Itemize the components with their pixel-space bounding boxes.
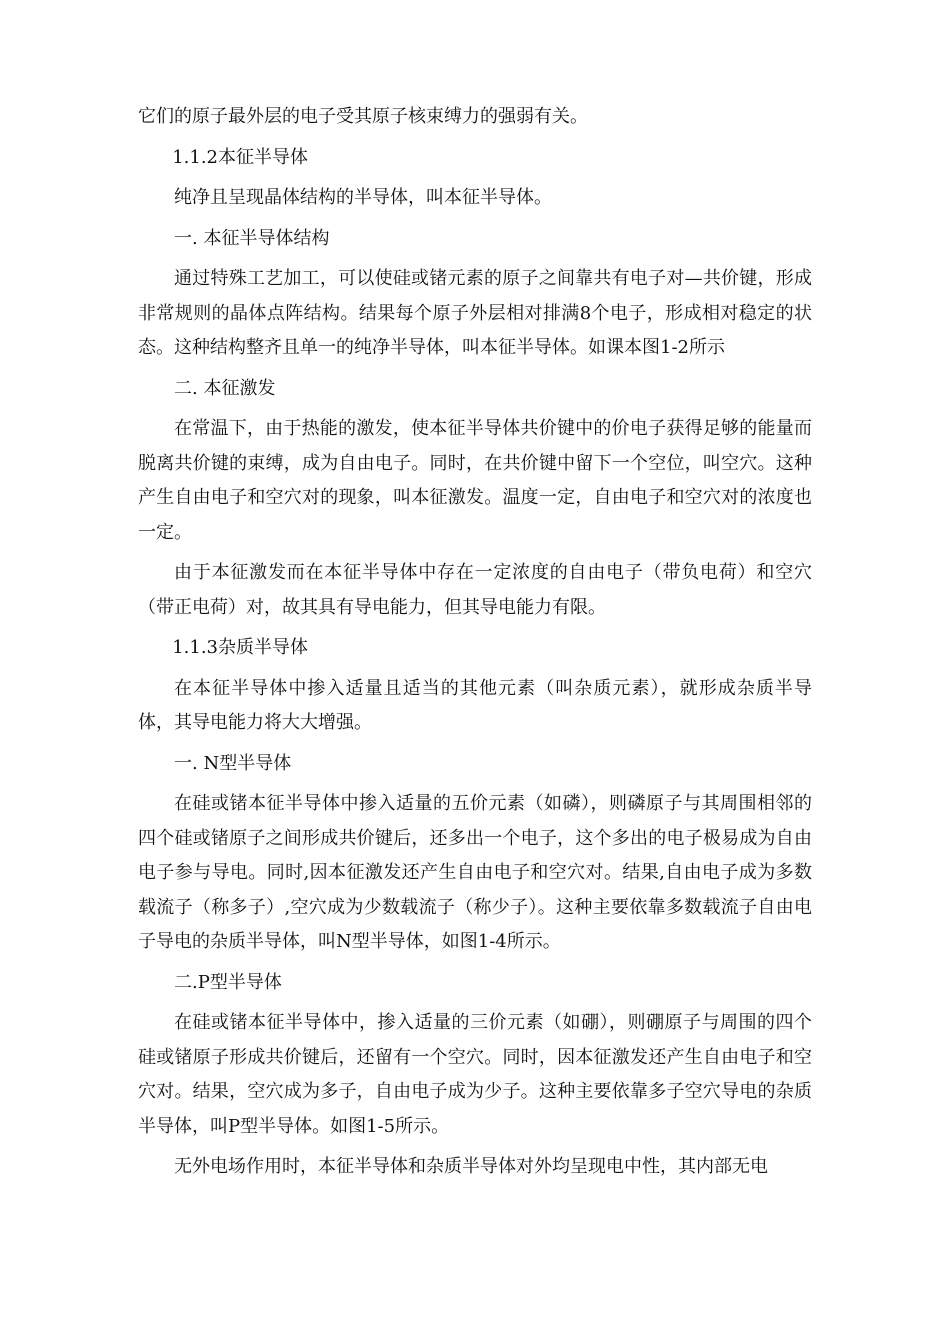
subsection-heading-p-type: 二.P型半导体	[174, 971, 282, 993]
paragraph: 在常温下，由于热能的激发，使本征半导体共价键中的价电子获得足够的能量而脱离共价键的束缚，成为自由电子。同时，在共价键中留下一个空位，叫空穴。这种产生自由电子和空穴对的现象，叫本征激发。温度一定，自由电子和空穴对的浓度也一定。	[138, 418, 812, 543]
paragraph: 纯净且呈现晶体结构的半导体，叫本征半导体。	[174, 187, 552, 208]
section-heading-1-1-3: 1.1.3杂质半导体	[172, 637, 308, 658]
paragraph: 在硅或锗本征半导体中掺入适量的五价元素（如磷），则磷原子与其周围相邻的四个硅或锗原子之间形成共价键后，还多出一个电子，这个多出的电子极易成为自由电子参与导电。同时,因本征激发还产生自由电子和空穴对。结果,自由电子成为多数载流子（称多子）,空穴成为少数载流子（称少子）。这种主要依靠多数载流子自由电子导电的杂质半导体，叫N型半导体，如图1-4所示。	[138, 793, 812, 952]
paragraph-truncated: 无外电场作用时，本征半导体和杂质半导体对外均呈现电中性，其内部无电	[174, 1156, 768, 1177]
document-body	[138, 100, 812, 1191]
paragraph: 由于本征激发而在本征半导体中存在一定浓度的自由电子（带负电荷）和空穴（带正电荷）对，故其具有导电能力，但其导电能力有限。	[138, 562, 812, 618]
paragraph: 在本征半导体中掺入适量且适当的其他元素（叫杂质元素），就形成杂质半导体，其导电能力将大大增强。	[138, 677, 812, 733]
paragraph: 在硅或锗本征半导体中，掺入适量的三价元素（如硼），则硼原子与周围的四个硅或锗原子形成共价键后，还留有一个空穴。同时，因本征激发还产生自由电子和空穴对。结果，空穴成为多子，自由电子成为少子。这种主要依靠多子空穴导电的杂质半导体，叫P型半导体。如图1-5所示。	[138, 1012, 812, 1137]
section-heading-1-1-2: 1.1.2本征半导体	[172, 146, 308, 168]
paragraph-continued: 它们的原子最外层的电子受其原子核束缚力的强弱有关。	[138, 106, 588, 127]
subsection-heading-structure: 一. 本征半导体结构	[174, 227, 330, 249]
paragraph: 通过特殊工艺加工，可以使硅或锗元素的原子之间靠共有电子对—共价键，形成非常规则的晶体点阵结构。结果每个原子外层相对排满8个电子，形成相对稳定的状态。这种结构整齐且单一的纯净半导体，叫本征半导体。如课本图1-2所示	[138, 268, 812, 358]
subsection-heading-n-type: 一. N型半导体	[174, 752, 292, 774]
subsection-heading-excitation: 二. 本征激发	[174, 377, 276, 399]
